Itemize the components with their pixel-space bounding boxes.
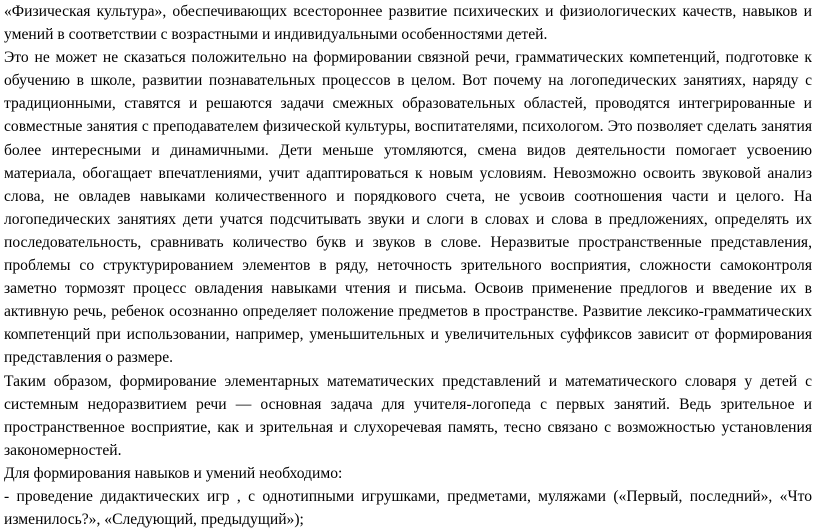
paragraph-list-intro: Для формирования навыков и умений необходимо: — [4, 464, 343, 482]
list-item-didactic-games: - проведение дидактических игр , с однотипными игрушками, предметами, муляжами («Первый, последний», «Что изменилось?», «Следующий, предыдущий»); — [4, 487, 812, 529]
paragraph-integration: Это не может не сказаться положительно на формировании связной речи, грамматических компетенций, подготовке к обучению в школе, развитии познавательных процессов в целом. Вот почему на логопедических занятиях, наряду с традиционными, ставятся и решаются задачи смежных образовательных областей, проводятся интегрированные и совместные занятия с преподавателем физической культуры, воспитателями, психологом. Это позволяет сделать занятия более интересными и динамичными. Дети меньше утомляются, смена видов деятельности помогает усвоению материала, обогащает впечатлениями, учит адаптироваться к новым условиям. Невозможно освоить звуковой анализ слова, не овладев навыками количественного и порядкового счета, не усвоив соотношения части и целого. На логопедических занятиях дети учатся подсчитывать звуки и слоги в словах и слова в предложениях, определять их последовательность, сравнивать количество букв и звуков в слове. Неразвитые пространственные представления, проблемы со структурированием элементов в ряду, неточность зрительного восприятия, сложности самоконтроля заметно тормозят процесс овладения навыками чтения и письма. Освоив применение предлогов и введение их в активную речь, ребенок осознанно определяет положение предметов в пространстве. Развитие лексико-грамматических компетенций при использовании, например, уменьшительных и увеличительных суффиксов зависит от формирования представления о размере. — [4, 49, 812, 367]
paragraph-conclusion: Таким образом, формирование элементарных математических представлений и математического словаря у детей с системным недоразвитием речи — основная задача для учителя-логопеда с первых занятий. Ведь зрительное и пространственное восприятие, как и зрительная и слухоречевая память, тесно связано с возможностью установления закономерностей. — [4, 372, 812, 459]
paragraph-intro: «Физическая культура», обеспечивающих всестороннее развитие психических и физиологических качеств, навыков и умений в соответствии с возрастными и индивидуальными особенностями детей. — [4, 3, 812, 44]
